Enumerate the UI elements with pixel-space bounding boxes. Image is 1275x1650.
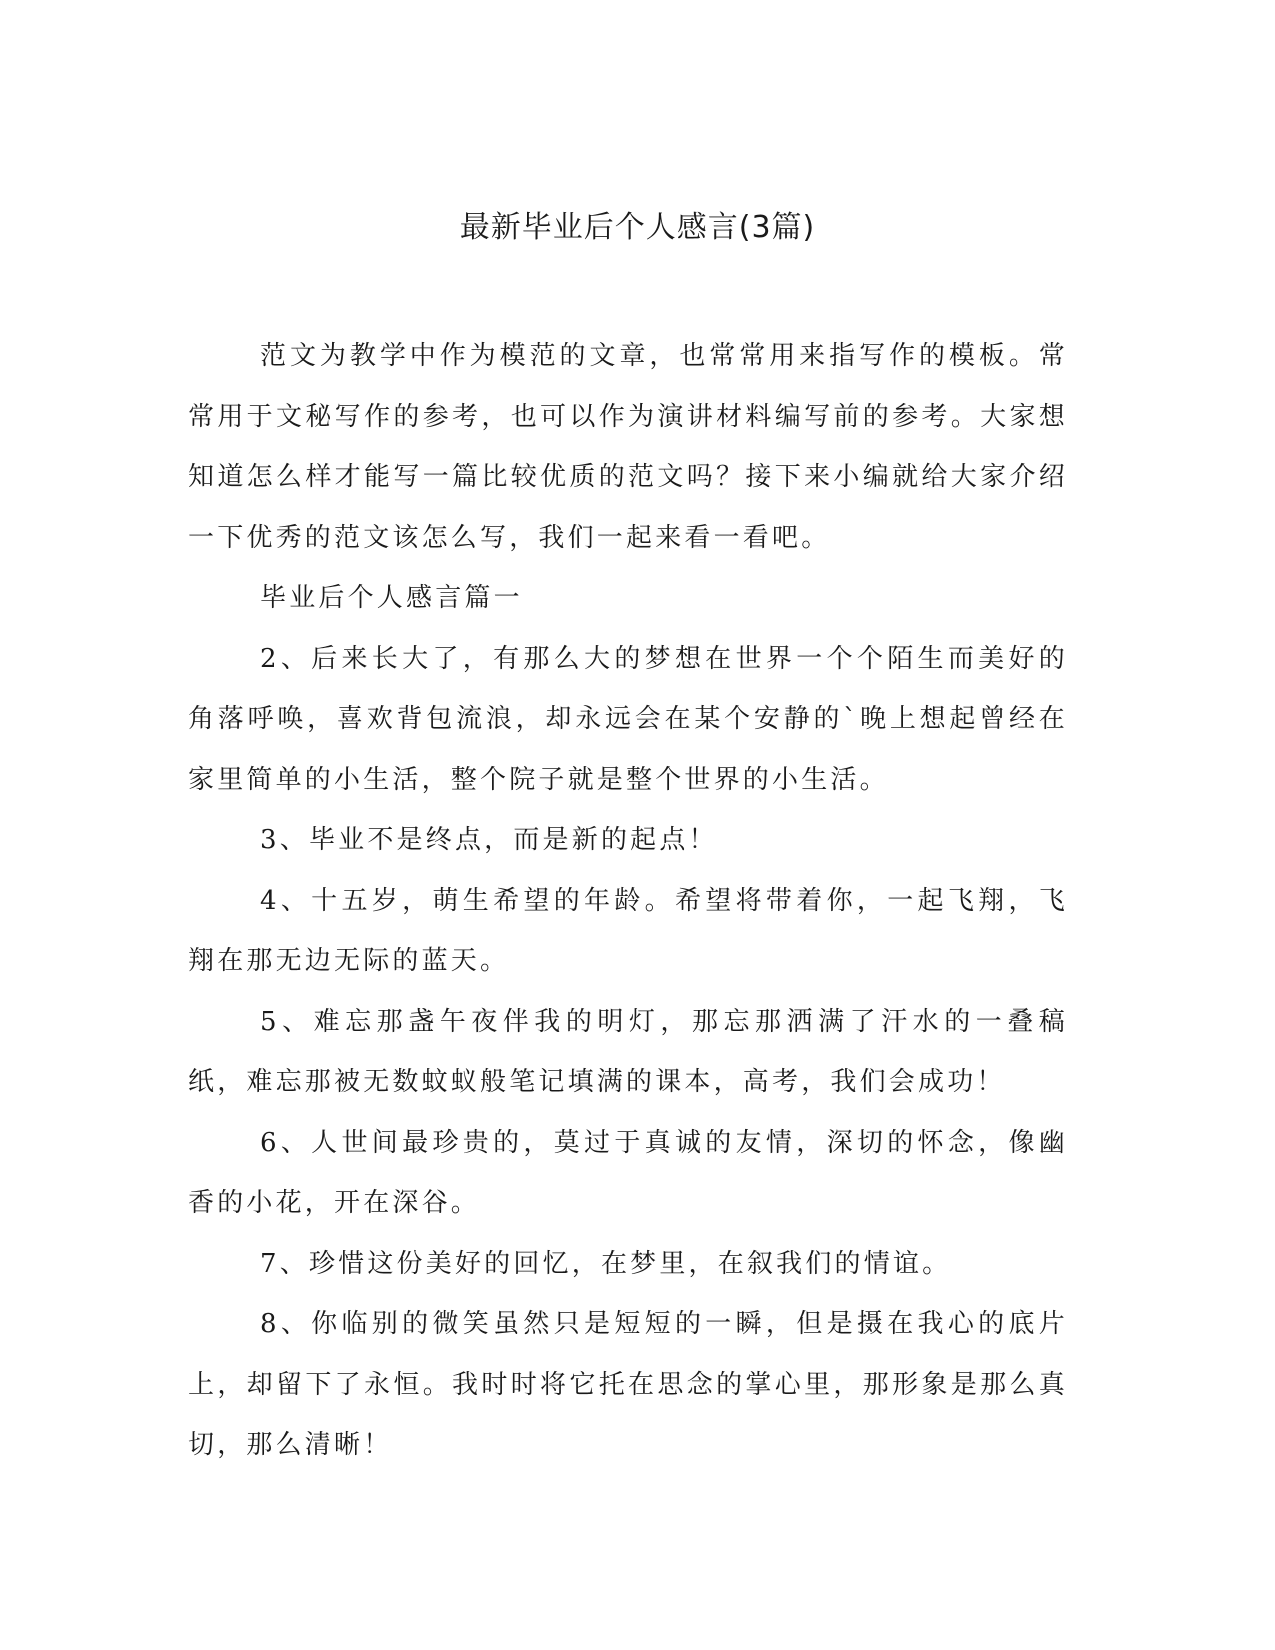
quote-item-8: 8、你临别的微笑虽然只是短短的一瞬，但是摄在我心的底片上，却留下了永恒。我时时将它托在思念的掌心里，那形象是那么真切，那么清晰！ xyxy=(188,1309,1068,1460)
quote-item-5: 5、难忘那盏午夜伴我的明灯，那忘那洒满了汗水的一叠稿纸，难忘那被无数蚊蚁般笔记填满的课本，高考，我们会成功！ xyxy=(188,1006,1068,1097)
quote-item-6: 6、人世间最珍贵的，莫过于真诚的友情，深切的怀念，像幽香的小花，开在深谷。 xyxy=(188,1127,1068,1218)
quote-item-2: 2、后来长大了，有那么大的梦想在世界一个个陌生而美好的角落呼唤，喜欢背包流浪，却永远会在某个安静的`晚上想起曾经在家里简单的小生活，整个院子就是整个世界的小生活。 xyxy=(188,643,1068,795)
document-title: 最新毕业后个人感言(3篇) xyxy=(459,210,816,245)
quote-item-7: 7、珍惜这份美好的回忆，在梦里，在叙我们的情谊。 xyxy=(260,1248,952,1279)
quote-item-4: 4、十五岁，萌生希望的年龄。希望将带着你，一起飞翔，飞翔在那无边无际的蓝天。 xyxy=(188,885,1068,976)
document-body xyxy=(188,326,1068,1476)
intro-paragraph: 范文为教学中作为模范的文章，也常常用来指写作的模板。常常用于文秘写作的参考，也可以作为演讲材料编写前的参考。大家想知道怎么样才能写一篇比较优质的范文吗？接下来小编就给大家介绍一下优秀的范文该怎么写，我们一起来看一看吧。 xyxy=(188,341,1068,553)
quote-item-3: 3、毕业不是终点，而是新的起点！ xyxy=(260,825,718,855)
section-heading: 毕业后个人感言篇一 xyxy=(260,583,523,613)
